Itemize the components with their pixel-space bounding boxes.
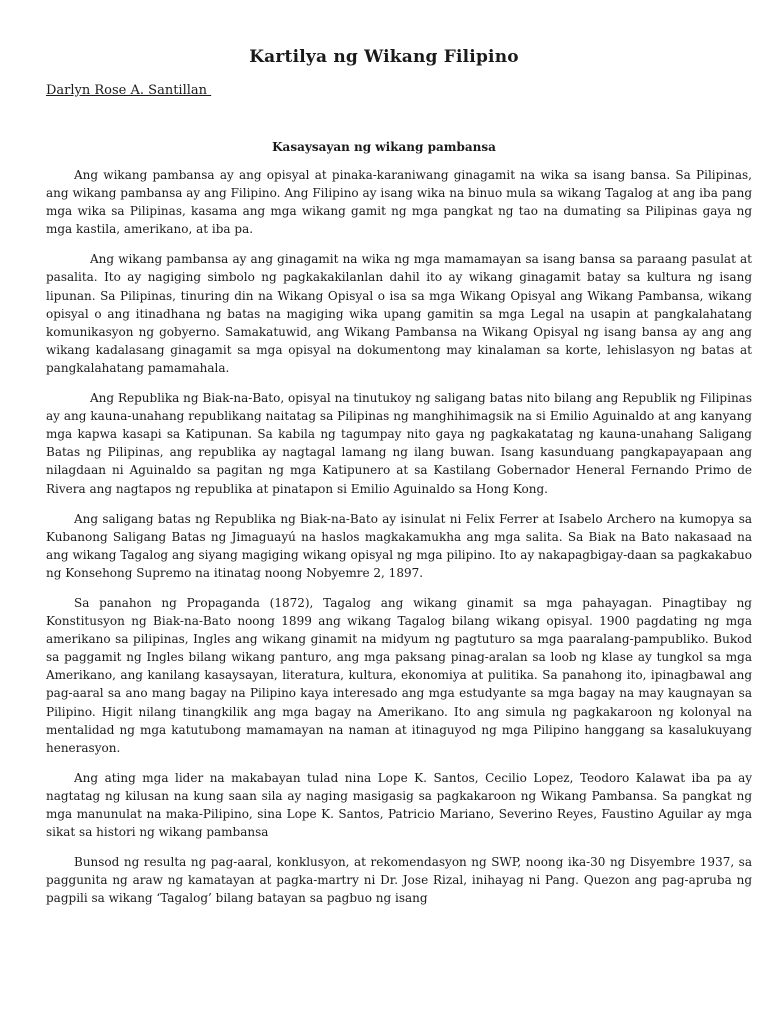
paragraph: Ang wikang pambansa ay ang ginagamit na wika ng mga mamamayan sa isang bansa sa paraang pasulat at pasalita. Ito ay nagiging simbolo ng pagkakakilanlan dahil ito ay wikang ginagamit batay sa kultura ng isang lipunan. Sa Pilipinas, tinuring din na Wikang Opisyal o isa sa mga Wikang Opisyal ang Wikang Pambansa, wikang opisyal o ang itinadhana ng batas na magiging wika upang gamitin sa mga Legal na usapin at pangkalahatang komunikasyon ng gobyerno. Samakatuwid, ang Wikang Pambansa na Wikang Opisyal ng isang bansa ay ang ang wikang kadalasang ginagamit sa mga opisyal na dokumentong may kinalaman sa korte, lehislasyon ng batas at pangkalahatang pamamahala. [46,252,752,375]
author-name: Darlyn Rose A. Santillan [46,83,212,98]
paragraph: Ang Republika ng Biak-na-Bato, opisyal na tinutukoy ng saligang batas nito bilang ang Republik ng Filipinas ay ang kauna-unahang republikang naitatag sa Pilipinas ng manghihimagsik na si Emilio Aguinaldo at ang kanyang mga kapwa kasapi sa Katipunan. Sa kabila ng tagumpay nito gaya ng pagkakatatag ng kauna-unahang Saligang Batas ng Pilipinas, ang republika ay nagtagal lamang ng ilang buwan. Isang kasunduang pangkapayapaan ang nilagdaan ni Aguinaldo sa pagitan ng mga Katipunero at sa Kastilang Gobernador Heneral Fernando Primo de Rivera ang nagtapos ng republika at pinatapon si Emilio Aguinaldo sa Hong Kong. [46,391,752,496]
paragraph: Ang ating mga lider na makabayan tulad nina Lope K. Santos, Cecilio Lopez, Teodoro Kalawat iba pa ay nagtatag ng kilusan na kung saan sila ay naging masigasig sa pagkakaroon ng Wikang Pambansa. Sa pangkat ng mga manunulat na maka-Pilipino, sina Lope K. Santos, Patricio Mariano, Severino Reyes, Faustino Aguilar ay mga sikat sa histori ng wikang pambansa [46,770,752,840]
paragraph: Ang wikang pambansa ay ang opisyal at pinaka-karaniwang ginagamit na wika sa isang bansa. Sa Pilipinas, ang wikang pambansa ay ang Filipino. Ang Filipino ay isang wika na binuo mula sa wikang Tagalog at ang iba pang mga wika sa Pilipinas, kasama ang mga wikang gamit ng mga pangkat ng tao na dumating sa Pilipinas gaya ng mga kastila, amerikano, at iba pa. [46,168,752,237]
paragraph: Sa panahon ng Propaganda (1872), Tagalog ang wikang ginamit sa mga pahayagan. Pinagtibay ng Konstitusyon ng Biak-na-Bato noong 1899 ang wikang Tagalog bilang wikang opisyal. 1900 pagdating ng mga amerikano sa pilipinas, Ingles ang wikang ginamit na midyum ng pagtuturo sa mga paaralang-pampubliko. Bukod sa paggamit ng Ingles bilang wikang panturo, ang mga paksang pinag-aralan sa loob ng klase ay tungkol sa mga Amerikano, ang kanilang kasaysayan, literatura, kultura, ekonomiya at pulitika. Sa panahong ito, ipinagbawal ang pag-aaral sa ano mang bagay na Pilipino kaya interesado ang mga estudyante sa mga bagay na may kaugnayan sa Pilipino. Higit nilang tinangkilik ang mga bagay na Amerikano. Ito ang simula ng pagkakaroon ng kolonyal na mentalidad ng mga katutubong mamamayan na naman at itinaguyod ng mga Pilipino hanggang sa kasalukuyang henerasyon. [46,595,752,755]
document-title: Kartilya ng Wikang Filipino [249,47,519,67]
paragraph: Ang saligang batas ng Republika ng Biak-na-Bato ay isinulat ni Felix Ferrer at Isabelo Archero na kumopya sa Kubanong Saligang Batas ng Jimaguayú na haslos magkakamukha ang mga salita. Sa Biak na Bato nakasaad na ang wikang Tagalog ang siyang magiging wikang opisyal ng mga pilipino. Ito ay nakapagbigay-daan sa pagkakabuo ng Konsehong Supremo na itinatag noong Nobyemre 2, 1897. [46,511,752,580]
paragraph: Bunsod ng resulta ng pag-aaral, konklusyon, at rekomendasyon ng SWP, noong ika-30 ng Disyembre 1937, sa paggunita ng araw ng kamatayan at pagka-martry ni Dr. Jose Rizal, inihayag ni Pang. Quezon ang pag-apruba ng pagpili sa wikang ‘Tagalog’ bilang batayan sa pagbuo ng isang [46,855,752,906]
section-heading: Kasaysayan ng wikang pambansa [272,140,496,154]
document-body [46,166,752,919]
